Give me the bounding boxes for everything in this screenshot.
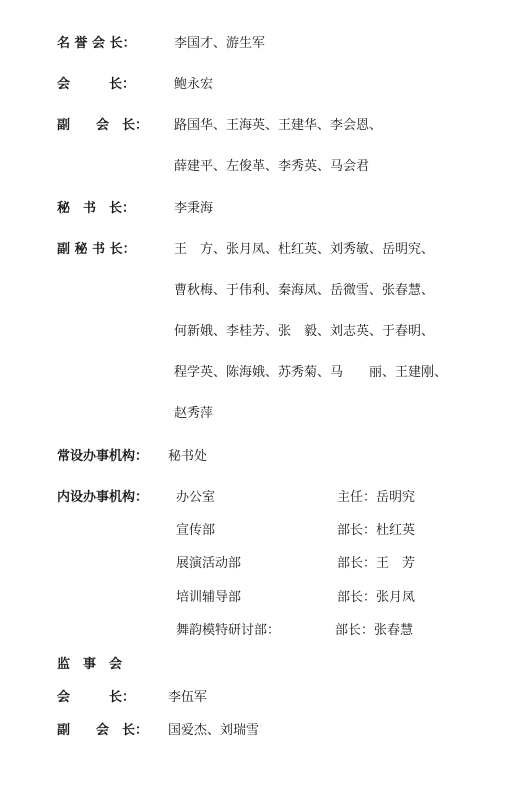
standing-office-value: 秘书处 <box>168 449 208 464</box>
supervisor-vice-value: 国爱杰、刘瑞雪 <box>168 723 260 738</box>
board-of-supervisors-heading: 监 事 会 <box>57 657 123 672</box>
supervisor-vice-label: 副 会 长： <box>57 723 149 738</box>
deputy-secretary-general-line: 曹秋梅、于伟利、秦海凤、岳微雪、张春慧、 <box>174 283 435 298</box>
deputy-secretary-general-line: 何新娥、李桂芳、张 毅、刘志英、于春明、 <box>174 324 435 339</box>
deputy-secretary-general-line: 赵秀萍 <box>174 406 214 421</box>
secretary-general-value: 李秉海 <box>174 201 214 216</box>
vice-president-line: 薛建平、左俊革、李秀英、马会君 <box>174 159 370 174</box>
office-head: 部长：杜红英 <box>337 523 416 538</box>
president-label: 会 长： <box>57 77 136 92</box>
deputy-secretary-general-label: 副 秘 书 长： <box>57 242 136 257</box>
office-dept: 培训辅导部 <box>176 590 242 605</box>
deputy-secretary-general-line: 程学英、陈海娥、苏秀菊、马 丽、王建刚、 <box>174 365 448 380</box>
supervisor-chair-label: 会 长： <box>57 690 136 705</box>
internal-offices-label: 内设办事机构： <box>57 490 149 505</box>
standing-office-label: 常设办事机构： <box>57 449 149 464</box>
deputy-secretary-general-line: 王 方、张月凤、杜红英、刘秀敏、岳明究、 <box>174 242 435 257</box>
office-head: 部长：张春慧 <box>335 623 414 638</box>
president-value: 鲍永宏 <box>174 77 214 92</box>
office-dept: 办公室 <box>176 490 216 505</box>
office-dept: 宣传部 <box>176 523 216 538</box>
vice-president-line: 路国华、王海英、王建华、李会恩、 <box>174 118 383 133</box>
supervisor-chair-value: 李伍军 <box>168 690 208 705</box>
office-dept: 舞韵模特研讨部： <box>176 623 281 638</box>
office-head: 主任：岳明究 <box>337 490 416 505</box>
vice-president-label: 副 会 长： <box>57 118 149 133</box>
office-head: 部长：张月凤 <box>337 590 416 605</box>
secretary-general-label: 秘 书 长： <box>57 201 136 216</box>
office-head: 部长：王 芳 <box>337 556 416 571</box>
honorary-president-label: 名 誉 会 长： <box>57 36 136 51</box>
honorary-president-value: 李国才、游生军 <box>174 36 266 51</box>
office-dept: 展演活动部 <box>176 556 242 571</box>
